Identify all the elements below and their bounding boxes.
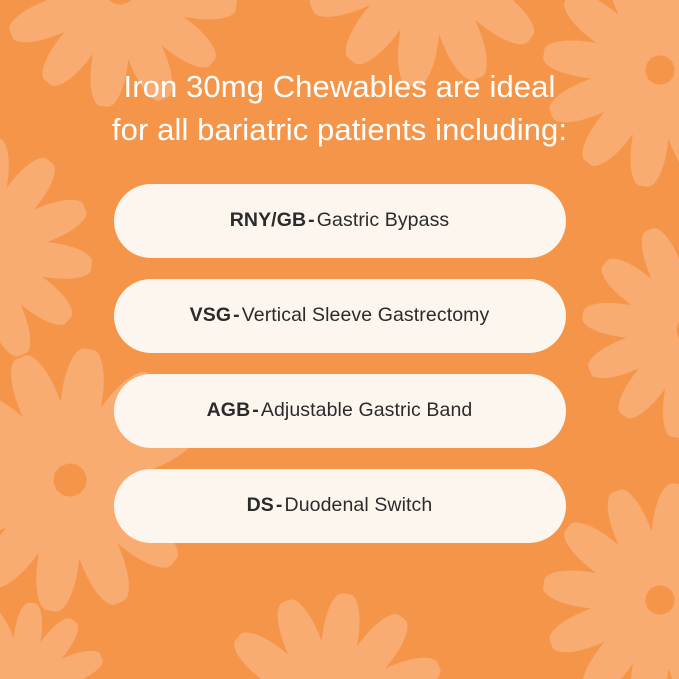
procedure-separator: - bbox=[308, 209, 315, 232]
procedure-separator: - bbox=[233, 304, 240, 327]
list-item bbox=[114, 469, 566, 543]
headline-line-1: Iron 30mg Chewables are ideal bbox=[123, 69, 556, 104]
procedure-name: Vertical Sleeve Gastrectomy bbox=[241, 304, 490, 327]
procedure-separator: - bbox=[275, 494, 283, 517]
procedure-name: Duodenal Switch bbox=[284, 494, 433, 517]
procedure-abbreviation: RNY/GB bbox=[229, 209, 307, 232]
procedure-abbreviation: VSG bbox=[189, 304, 232, 327]
list-item bbox=[114, 279, 566, 353]
procedure-abbreviation: AGB bbox=[206, 399, 251, 422]
list-item bbox=[114, 184, 566, 258]
procedure-name: Adjustable Gastric Band bbox=[260, 399, 473, 422]
procedure-list bbox=[114, 184, 566, 543]
procedure-separator: - bbox=[252, 399, 259, 422]
procedure-abbreviation: DS bbox=[246, 494, 274, 517]
procedure-name: Gastric Bypass bbox=[316, 209, 450, 232]
list-item bbox=[114, 374, 566, 448]
page-title bbox=[40, 66, 640, 152]
headline-line-2: for all bariatric patients including: bbox=[111, 111, 568, 147]
